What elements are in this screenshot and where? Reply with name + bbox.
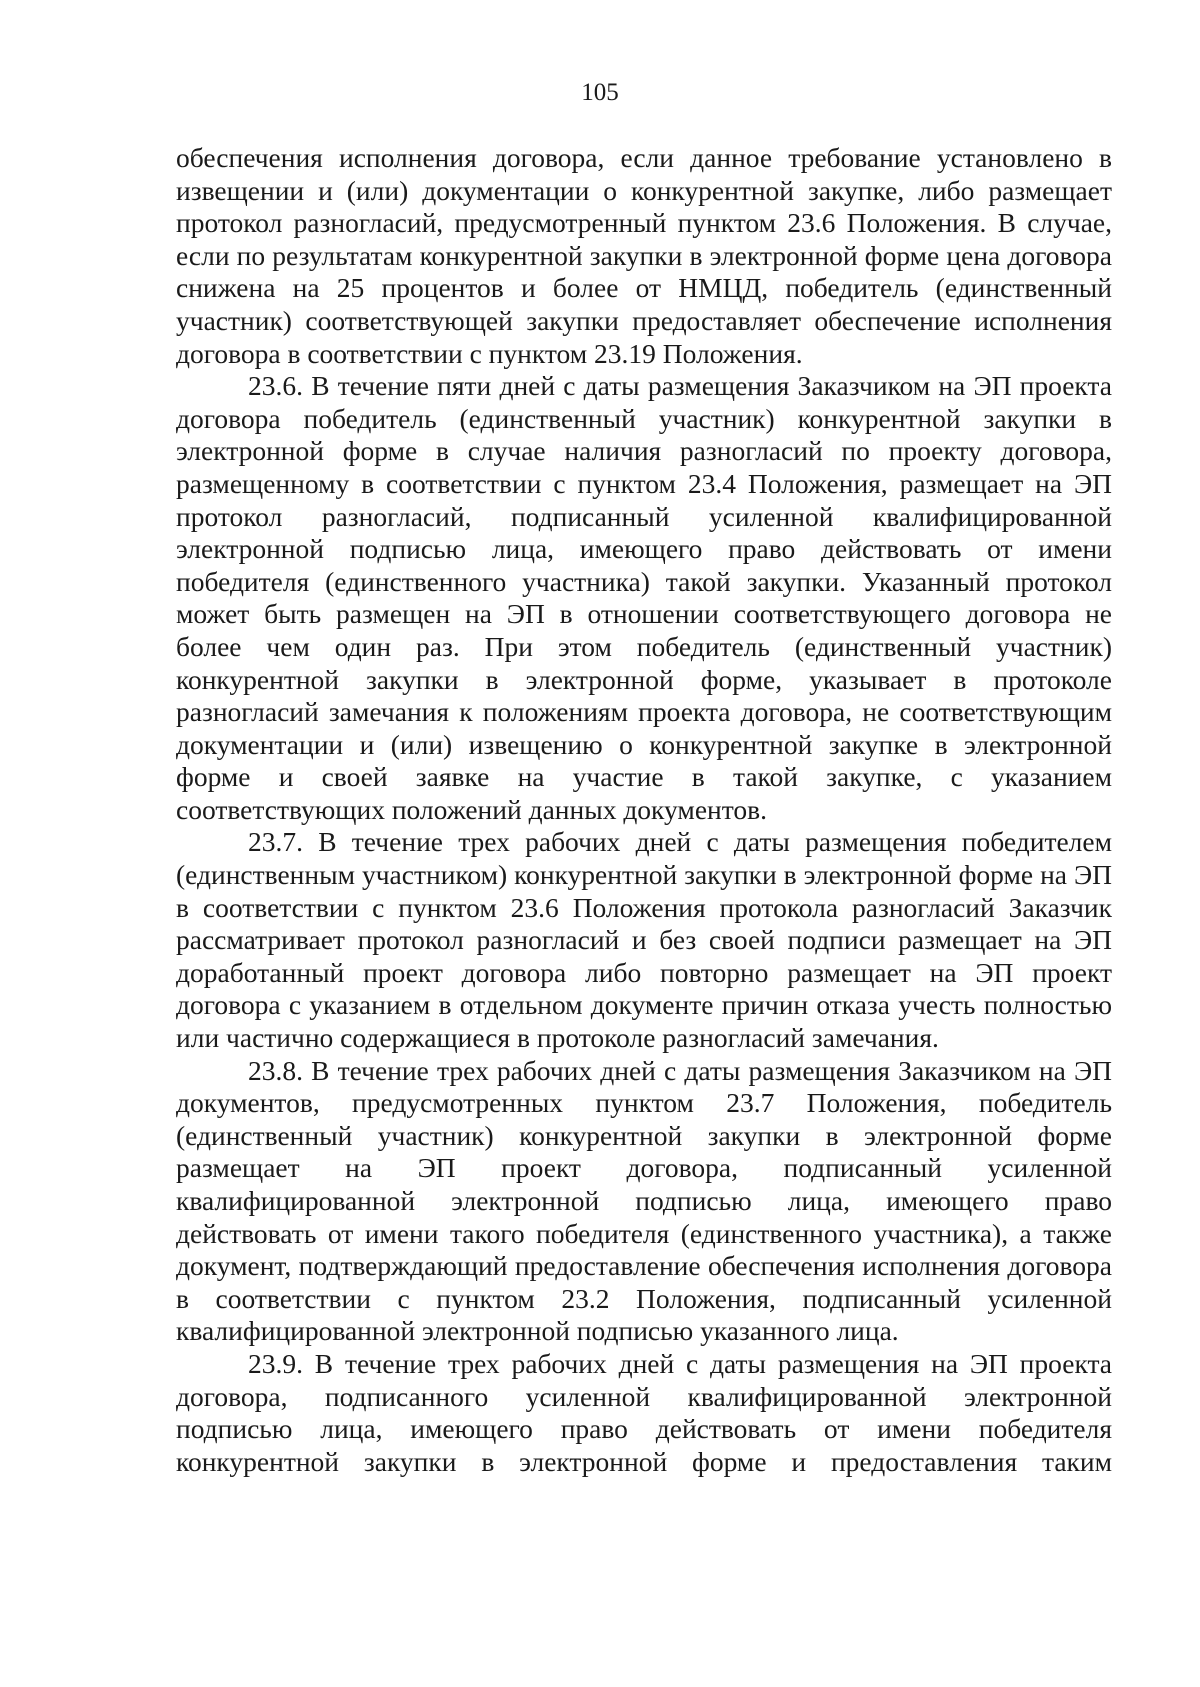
page-number: 105 xyxy=(581,79,619,106)
paragraph-23-7: 23.7. В течение трех рабочих дней с даты размещения победителем (единственным участником) конкурентной закупки в электронной форме на ЭП в соответствии с пунктом 23.6 Положения протокола разногласий Заказчик рассматривает протокол разногласий и без своей подписи размещает на ЭП доработанный проект договора либо повторно размещает на ЭП проект договора с указанием в отдельном документе причин отказа учесть полностью или частично содержащиеся в протоколе разногласий замечания. xyxy=(176,826,1112,1054)
paragraph-23-6: 23.6. В течение пяти дней с даты размещения Заказчиком на ЭП проекта договора победитель (единственный участник) конкурентной закупки в электронной форме в случае наличия разногласий по проекту договора, размещенному в соответствии с пунктом 23.4 Положения, размещает на ЭП протокол разногласий, подписанный усиленной квалифицированной электронной подписью лица, имеющего право действовать от имени победителя (единственного участника) такой закупки. Указанный протокол может быть размещен на ЭП в отношении соответствующего договора не более чем один раз. При этом победитель (единственный участник) конкурентной закупки в электронной форме, указывает в протоколе разногласий замечания к положениям проекта договора, не соответствующим документации и (или) извещению о конкурентной закупке в электронной форме и своей заявке на участие в такой закупке, с указанием соответствующих положений данных документов. xyxy=(176,370,1112,825)
document-body xyxy=(176,142,1112,1478)
paragraph-23-9: 23.9. В течение трех рабочих дней с даты размещения на ЭП проекта договора, подписанного усиленной квалифицированной электронной подписью лица, имеющего право действовать от имени победителя конкурентной закупки в электронной форме и предоставления таким xyxy=(176,1347,1112,1477)
paragraph-continuation: обеспечения исполнения договора, если данное требование установлено в извещении и (или) документации о конкурентной закупке, либо размещает протокол разногласий, предусмотренный пунктом 23.6 Положения. В случае, если по результатам конкурентной закупки в электронной форме цена договора снижена на 25 процентов и более от НМЦД, победитель (единственный участник) соответствующей закупки предоставляет обеспечение исполнения договора в соответствии с пунктом 23.19 Положения. xyxy=(176,142,1112,369)
paragraph-23-8: 23.8. В течение трех рабочих дней с даты размещения Заказчиком на ЭП документов, предусмотренных пунктом 23.7 Положения, победитель (единственный участник) конкурентной закупки в электронной форме размещает на ЭП проект договора, подписанный усиленной квалифицированной электронной подписью лица, имеющего право действовать от имени такого победителя (единственного участника), а также документ, подтверждающий предоставление обеспечения исполнения договора в соответствии с пунктом 23.2 Положения, подписанный усиленной квалифицированной электронной подписью указанного лица. xyxy=(176,1054,1112,1347)
